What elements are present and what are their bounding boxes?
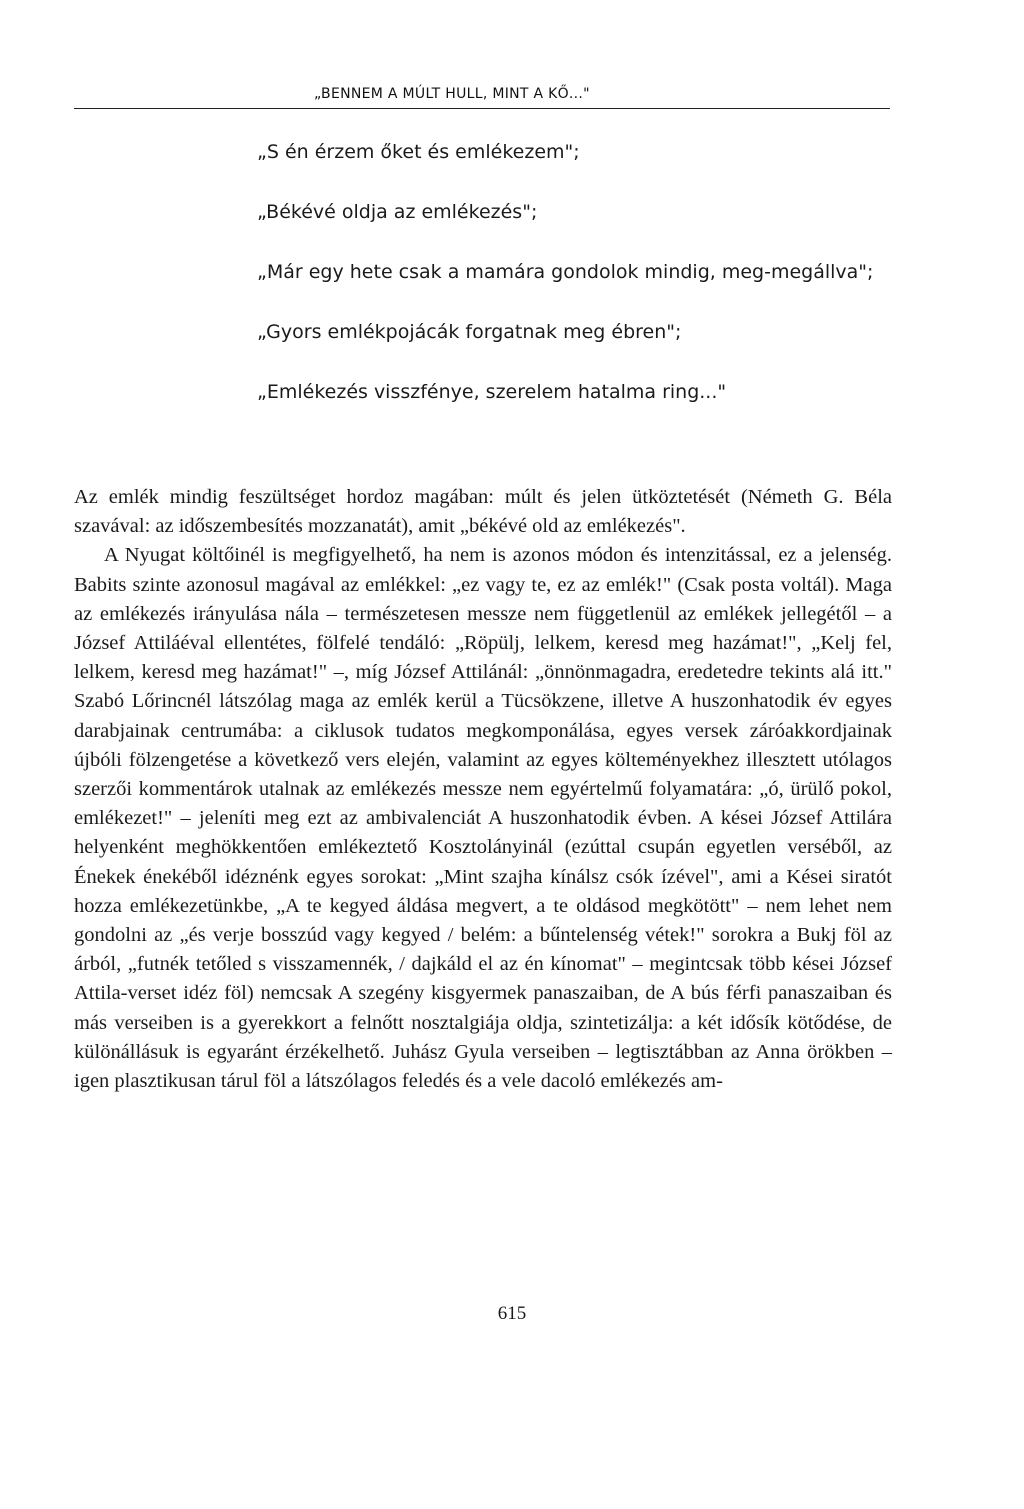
header-rule [74,108,890,109]
quote-2-text: „Békévé oldja az emlékezés"; [257,201,538,223]
quote-4-text: „Gyors emlékpojácák forgatnak meg ébren"; [257,321,682,343]
body-paragraph-1: Az emlék mindig feszültséget hordoz magában: múlt és jelen ütköztetését (Németh G. Béla szavával: az időszembesítés mozzanatát), amit „békévé old az emlékezés". [74,486,892,538]
quote-5-text: „Emlékezés visszfénye, szerelem hatalma ring..." [257,381,727,403]
page-number: 615 [497,1303,527,1324]
running-title: „BENNEM A MÚLT HULL, MINT A KŐ..." [314,86,590,102]
quote-3-text: „Már egy hete csak a mamára gondolok mindig, meg-megállva"; [257,261,874,283]
body-paragraph-2: A Nyugat költőinél is megfigyelhető, ha nem is azonos módon és intenzitással, ez a jelenség. Babits szinte azonosul magával az emlékkel: „ez vagy te, ez az emlék!" (Csak posta voltál). Maga az emlékezés irányulása nála – természetesen messze nem függetlenül az emlékek jellegétől – a József Attiláéval ellentétes, fölfelé tendáló: „Röpülj, lelkem, keresd meg hazámat!", „Kelj fel, lelkem, keresd meg hazámat!" –, míg József Attilánál: „önnönmagadra, eredetedre tekints alá itt." Szabó Lőrincnél látszólag maga az emlék kerül a Tücsökzene, illetve A huszonhatodik év egyes darabjainak centrumába: a ciklusok tudatos megkomponálása, egyes versek záróakkordjainak újbóli fölzengetése a következő vers elején, valamint az egyes költeményekhez illesztett utólagos szerzői kommentárok utalnak az emlékezés messze nem egyértelmű folyamatára: „ó, ürülő pokol, emlékezet!" – jeleníti meg ezt az ambivalenciát A huszonhatodik évben. A kései József Attilára helyenként meghökkentően emlékeztető Kosztolányinál (ezúttal csupán egyetlen verséből, az Énekek énekéből idéznénk egyes sorokat: „Mint szajha kínálsz csók ízével", ami a Kései siratót hozza emlékezetünkbe, „A te kegyed áldása megvert, a te oldásod megkötött" – nem lehet nem gondolni az „és verje bosszúd vagy kegyed / belém: a bűntelenség vétek!" sorokra a Bukj föl az árból, „futnék tetőled s visszamennék, / dajkáld el az én kínomat" – megintcsak több kései József Attila-verset idéz föl) nemcsak A szegény kisgyermek panaszaiban, de A bús férfi panaszaiban és más verseiben is a gyerekkort a felnőtt nosztalgiája oldja, szintetizálja: a két idősík kötődése, de különállásuk is egyaránt érzékelhető. Juhász Gyula verseiben – legtisztábban az Anna örökben – igen plasztikusan tárul föl a látszólagos feledés és a vele dacoló emlékezés am- [74,544,892,1093]
quoted-lines [257,138,877,438]
running-header [74,86,890,110]
quote-1-text: „S én érzem őket és emlékezem"; [257,141,580,163]
body-text [74,483,892,1096]
quote-3 [257,258,877,286]
quote-1 [257,138,877,166]
quote-5 [257,378,877,406]
quote-2 [257,198,877,226]
quote-4 [257,318,877,346]
